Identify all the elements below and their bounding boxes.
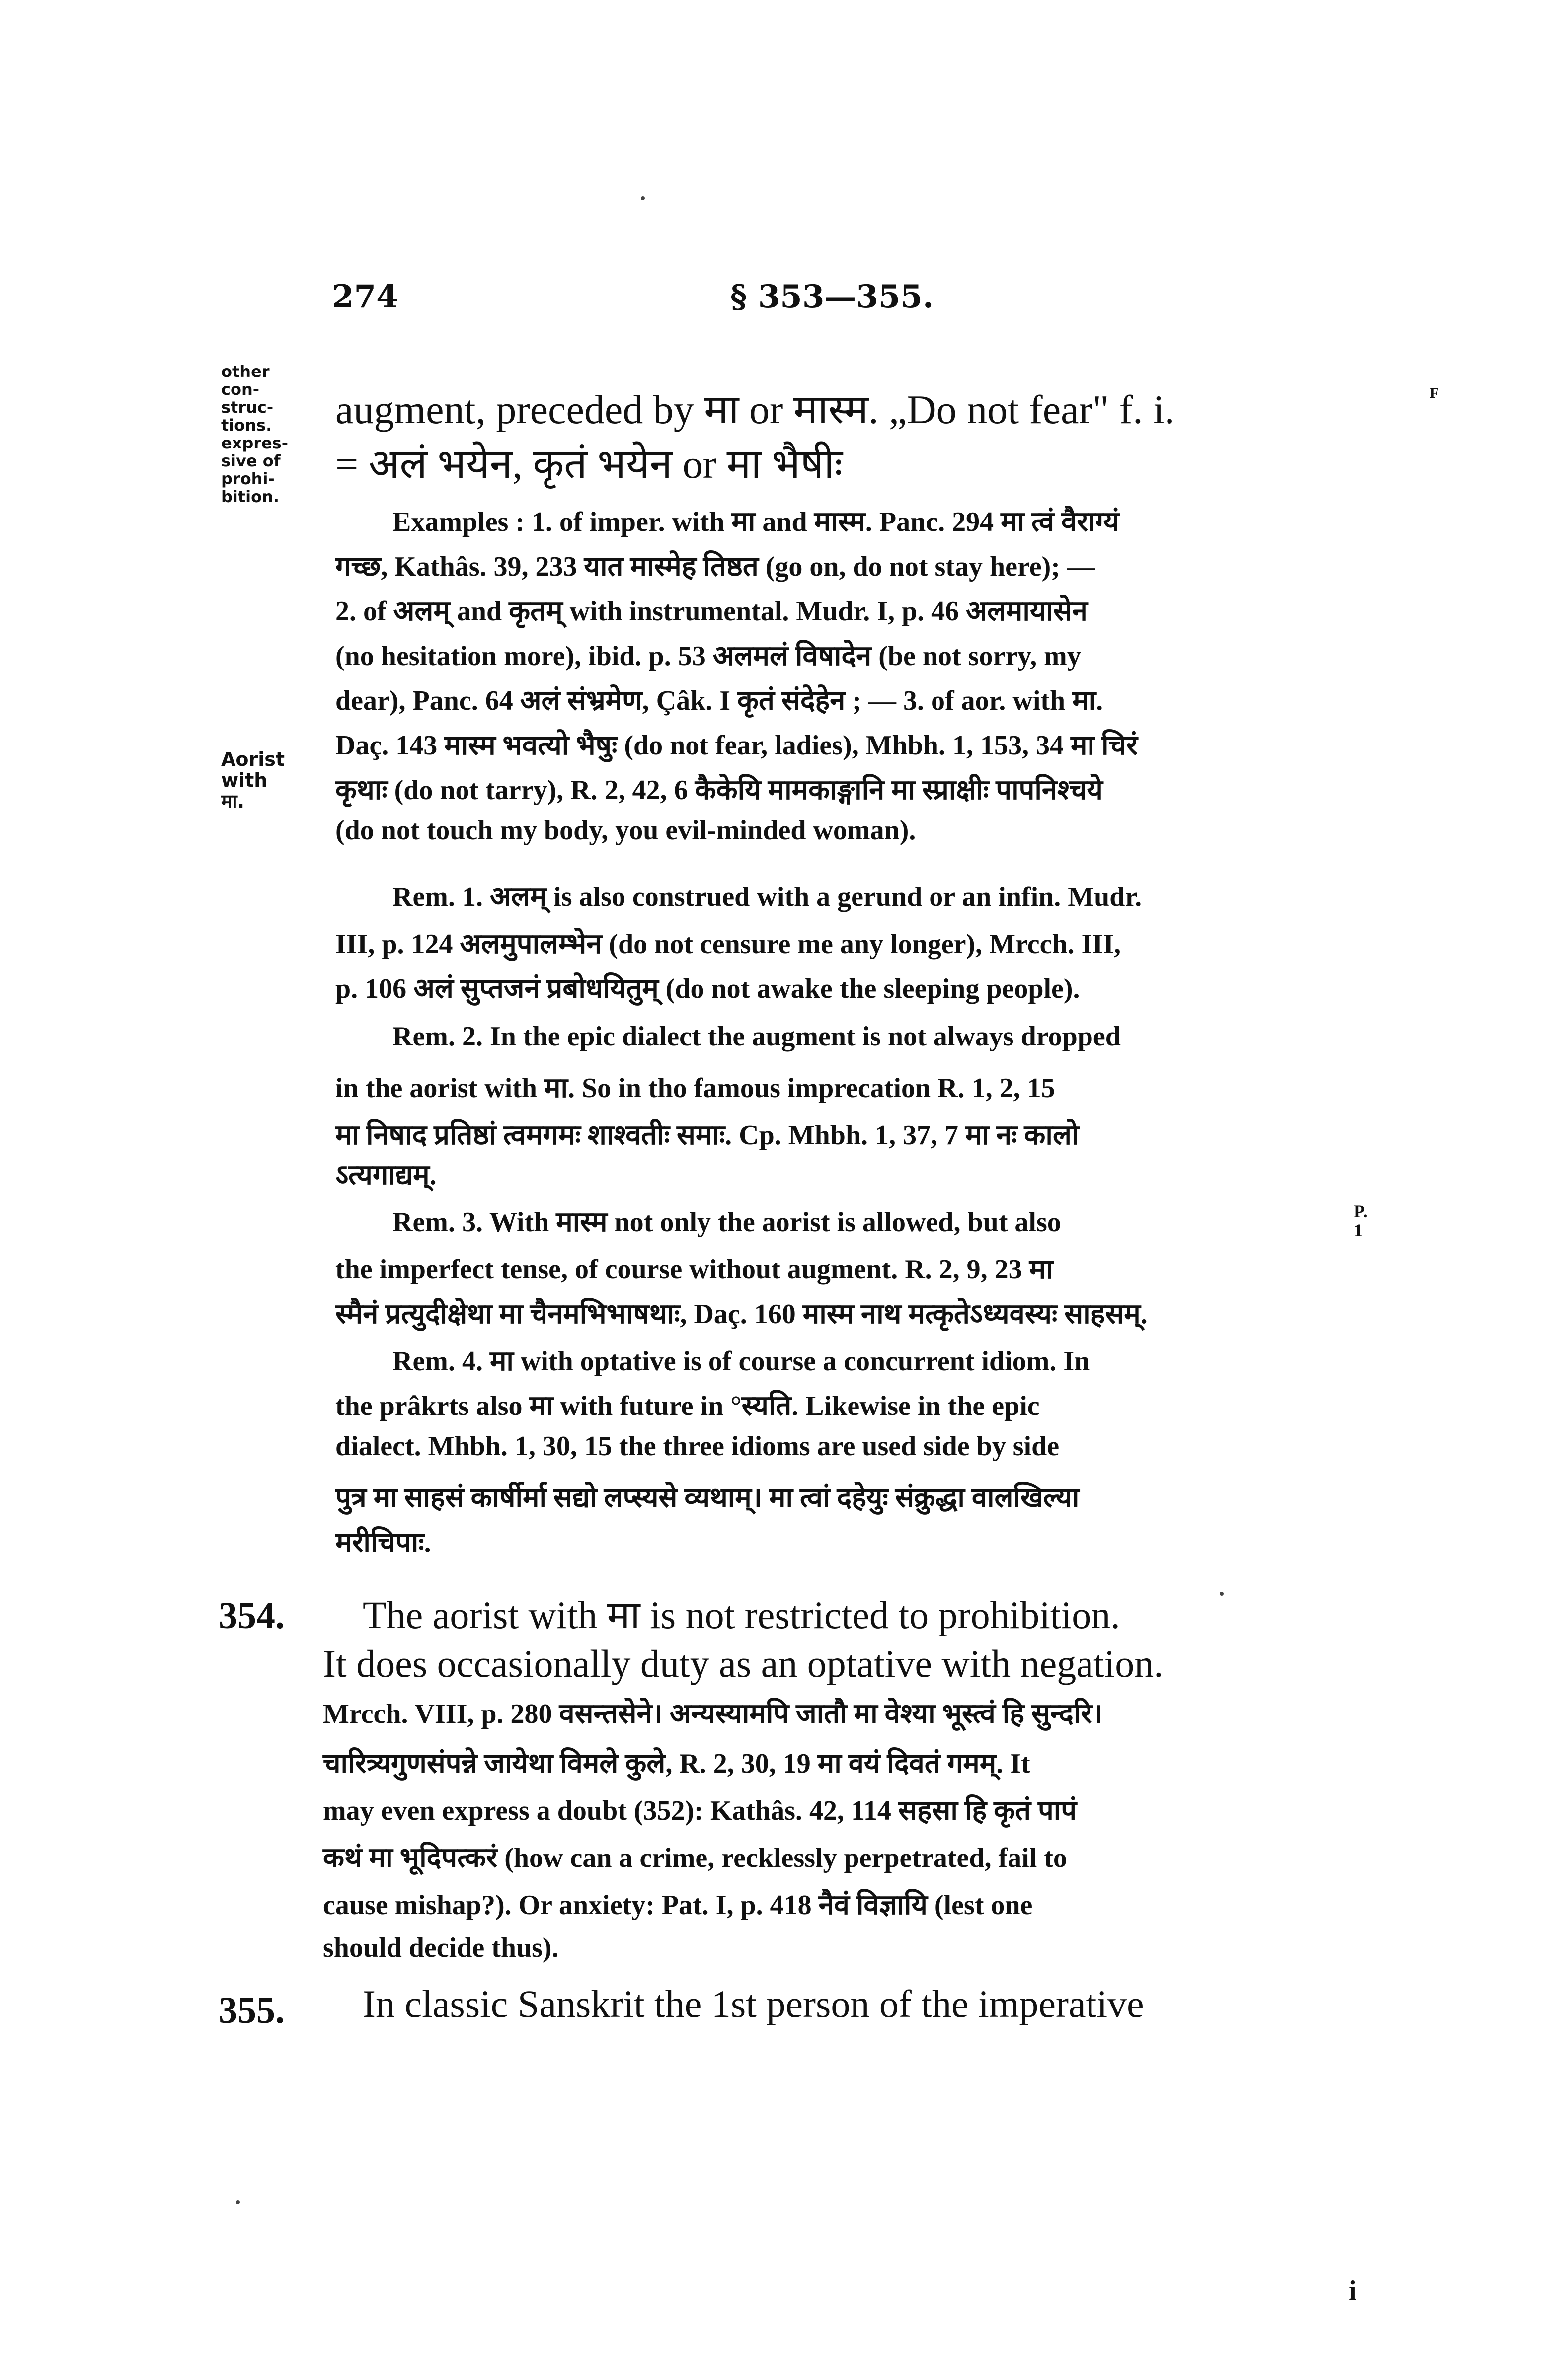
section-354-line: It does occasionally duty as an optative with negation. (323, 1642, 1164, 1685)
section-number-355: 355. (219, 1990, 285, 2031)
margin-note-aorist-with-ma: Aorist with मा. (221, 748, 285, 812)
scan-speck (641, 196, 645, 200)
edge-mark-p: P. 1 (1354, 1201, 1368, 1240)
text-line: मरीचिपाः. (335, 1527, 431, 1558)
section-354-line: चारित्र्यगुणसंपन्ने जायेथा विमले कुले, R. 2, 30, 19 मा वयं दिवतं गमम्. It (323, 1748, 1030, 1779)
text-line: गच्छ, Kathâs. 39, 233 यात मास्मेह तिष्ठत (go on, do not stay here); — (335, 551, 1095, 582)
scan-speck (236, 2200, 240, 2204)
section-354-line: cause mishap?). Or anxiety: Pat. I, p. 418 नैवं विज्ञायि (lest one (323, 1890, 1033, 1921)
section-354-line: कथं मा भूदिपत्करं (how can a crime, recklessly perpetrated, fail to (323, 1843, 1067, 1873)
text-line: Examples : 1. of imper. with मा and मास्म. Panc. 294 मा त्वं वैराग्यं (392, 507, 1119, 537)
section-354-heading-line: The aorist with मा is not restricted to prohibition. (363, 1593, 1120, 1636)
text-line: in the aorist with मा. So in tho famous imprecation R. 1, 2, 15 (335, 1073, 1055, 1104)
section-354-line: may even express a doubt (352): Kathâs. 42, 114 सहसा हि कृतं पापं (323, 1795, 1077, 1826)
edge-mark-f: F (1430, 385, 1439, 401)
text-line: मा निषाद प्रतिष्ठां त्वमगमः शाश्वतीः समाः. Cp. Mhbh. 1, 37, 7 मा नः कालो (335, 1120, 1079, 1151)
section-354-line: should decide thus). (323, 1933, 559, 1963)
scan-speck (1220, 1592, 1224, 1596)
bottom-mark: i (1349, 2275, 1357, 2306)
text-line: augment, preceded by मा or मास्म. „Do not fear" f. i. (335, 387, 1175, 432)
text-line: dialect. Mhbh. 1, 30, 15 the three idioms are used side by side (335, 1431, 1060, 1462)
text-line: Daç. 143 मास्म भवत्यो भैषुः (do not fear, ladies), Mhbh. 1, 153, 34 मा चिरं (335, 730, 1138, 761)
text-line: III, p. 124 अलमुपालम्भेन (do not censure me any longer), Mrcch. III, (335, 929, 1121, 960)
text-line: = अलं भयेन, कृतं भयेन or मा भैषीः (335, 442, 843, 487)
text-line: (no hesitation more), ibid. p. 53 अलमलं विषादेन (be not sorry, my (335, 641, 1081, 671)
margin-note-other-constructions: other con- struc- tions. expres- sive of prohi- bition. (221, 362, 289, 506)
text-line: पुत्र मा साहसं कार्षीर्मा सद्यो लप्स्यसे व्यथाम्। मा त्वां दहेयुः संक्रुद्धा वालखिल्या (335, 1483, 1080, 1513)
text-line: 2. of अलम् and कृतम् with instrumental. Mudr. I, p. 46 अलमायासेन (335, 596, 1088, 627)
section-355-line: In classic Sanskrit the 1st person of the imperative (363, 1982, 1144, 2025)
text-line: ऽत्यगाद्यम्. (335, 1160, 437, 1190)
text-line: Rem. 4. मा with optative is of course a concurrent idiom. In (392, 1346, 1090, 1377)
text-line: the imperfect tense, of course without augment. R. 2, 9, 23 मा (335, 1254, 1053, 1285)
section-number-354: 354. (219, 1595, 285, 1636)
text-line: स्मैनं प्रत्युदीक्षेथा मा चैनमभिभाषथाः, Daç. 160 मास्म नाथ मत्कृतेऽध्यवस्यः साहसम्. (335, 1299, 1148, 1330)
section-354-line: Mrcch. VIII, p. 280 वसन्तसेने। अन्यस्यामपि जातौ मा वेश्या भूस्त्वं हि सुन्दरि। (323, 1699, 1103, 1729)
text-line: Rem. 1. अलम् is also construed with a gerund or an infin. Mudr. (392, 882, 1142, 912)
text-line: p. 106 अलं सुप्तजनं प्रबोधयितुम् (do not awake the sleeping people). (335, 973, 1080, 1004)
text-line: Rem. 3. With मास्म not only the aorist is allowed, but also (392, 1207, 1061, 1238)
text-line: Rem. 2. In the epic dialect the augment is not always dropped (392, 1021, 1121, 1052)
text-line: (do not touch my body, you evil-minded woman). (335, 815, 916, 846)
text-line: कृथाः (do not tarry), R. 2, 42, 6 कैकेयि मामकाङ्गानि मा स्प्राक्षीः पापनिश्चये (335, 775, 1103, 806)
text-line: dear), Panc. 64 अलं संभ्रमेण, Çâk. I कृतं संदेहेन ; — 3. of aor. with मा. (335, 685, 1103, 716)
text-line: the prâkrts also मा with future in °स्यति. Likewise in the epic (335, 1391, 1040, 1421)
section-range: § 353—355. (730, 278, 934, 315)
page-number: 274 (332, 278, 398, 315)
